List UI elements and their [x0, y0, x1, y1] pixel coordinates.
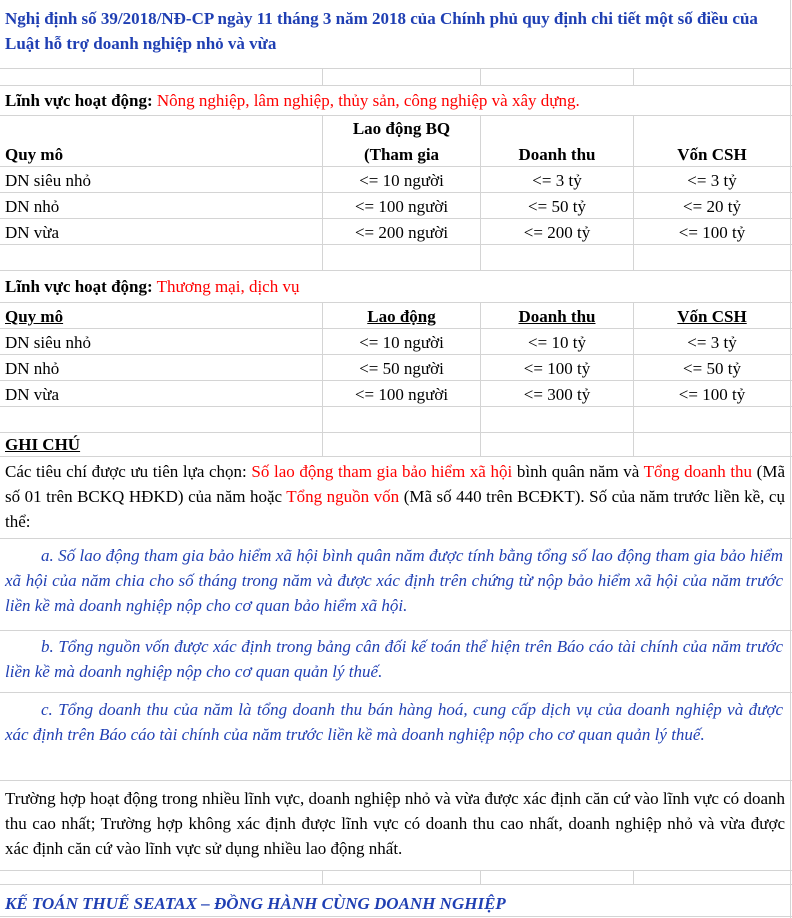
notes-intro-highlight: Tổng doanh thu	[643, 462, 753, 481]
table2-cell-labor: <= 100 người	[354, 385, 449, 404]
note-item-a: a. Số lao động tham gia bảo hiểm xã hội bình quân năm được tính bằng tổng số lao động tham gia bảo hiểm xã hội của năm chia cho số tháng trong năm và được xác định trên chứng từ nộp bảo hiểm xã hội của năm trước liền kề mà doanh nghiệp nộp cho cơ quan bảo hiểm xã hội.	[5, 546, 783, 615]
notes-intro-text: bình quân năm và	[512, 462, 644, 481]
table1-cell-scale: DN siêu nhỏ	[5, 171, 91, 190]
document-title: Nghị định số 39/2018/NĐ-CP ngày 11 tháng 3 năm 2018 của Chính phủ quy định chi tiết một số điều của Luật hỗ trợ doanh nghiệp nhỏ và vừa	[5, 9, 758, 53]
grid-line	[0, 270, 792, 271]
section1-header-revenue: Doanh thu	[518, 145, 596, 164]
table2-cell-revenue: <= 100 tỷ	[523, 359, 591, 378]
grid-line	[0, 780, 792, 781]
grid-line	[0, 456, 792, 457]
table2-cell-labor: <= 50 người	[359, 359, 444, 378]
grid-line	[0, 354, 792, 355]
notes-intro	[5, 459, 785, 534]
grid-line	[0, 538, 792, 539]
note-item-c: c. Tổng doanh thu của năm là tổng doanh thu bán hàng hoá, cung cấp dịch vụ của doanh nghiệp và được xác định trên Báo cáo tài chính của năm trước liền kề mà doanh nghiệp nộp cho cơ quan quản lý thuế.	[5, 700, 783, 744]
section2-header-equity: Vốn CSH	[677, 307, 747, 326]
table1-cell-equity: <= 3 tỷ	[687, 171, 737, 190]
table2-cell-equity: <= 50 tỷ	[683, 359, 741, 378]
grid-line	[633, 870, 634, 884]
grid-line	[633, 115, 634, 270]
grid-line	[322, 870, 323, 884]
table1-cell-labor: <= 100 người	[354, 197, 449, 216]
table2-cell-scale: DN vừa	[5, 385, 60, 404]
notes-intro-text: Các tiêu chí được ưu tiên lựa chọn:	[5, 462, 252, 481]
section1-header-scale: Quy mô	[5, 145, 64, 164]
grid-line	[0, 115, 792, 116]
table2-cell-equity: <= 100 tỷ	[678, 385, 746, 404]
section2-header-revenue: Doanh thu	[518, 307, 596, 326]
grid-line	[0, 432, 792, 433]
notes-intro-text: (Mã số 01 trên BCKQ HĐKD) của năm hoặc	[5, 462, 785, 506]
grid-line	[0, 870, 792, 871]
grid-line	[0, 85, 792, 86]
table1-cell-equity: <= 20 tỷ	[683, 197, 741, 216]
footer-slogan: KẾ TOÁN THUẾ SEATAX – ĐỒNG HÀNH CÙNG DOANH NGHIỆP	[5, 894, 506, 913]
section1-header-equity: Vốn CSH	[677, 145, 747, 164]
section2-label: Lĩnh vực hoạt động:	[5, 277, 153, 296]
grid-line	[0, 328, 792, 329]
table1-cell-revenue: <= 3 tỷ	[532, 171, 582, 190]
table1-cell-equity: <= 100 tỷ	[678, 223, 746, 242]
grid-line	[633, 68, 634, 85]
notes-intro-highlight: Số lao động tham gia bảo hiểm xã hội	[251, 462, 513, 481]
section2-header-labor: Lao động	[367, 307, 436, 326]
grid-line	[322, 68, 323, 85]
section1-field-row	[5, 91, 580, 111]
table2-cell-revenue: <= 300 tỷ	[523, 385, 591, 404]
table2-cell-labor: <= 10 người	[359, 333, 444, 352]
notes-intro-highlight: Tổng nguồn vốn	[286, 487, 400, 506]
grid-line	[0, 380, 792, 381]
grid-line	[0, 692, 792, 693]
table2-cell-equity: <= 3 tỷ	[687, 333, 737, 352]
table2-cell-scale: DN nhỏ	[5, 359, 60, 378]
grid-line	[0, 218, 792, 219]
table1-cell-revenue: <= 50 tỷ	[528, 197, 586, 216]
grid-line	[0, 406, 792, 407]
grid-line	[0, 244, 792, 245]
table1-cell-scale: DN vừa	[5, 223, 60, 242]
section2-value: Thương mại, dịch vụ	[156, 277, 300, 296]
grid-line	[480, 870, 481, 884]
table2-cell-scale: DN siêu nhỏ	[5, 333, 91, 352]
section2-field-row	[5, 277, 299, 297]
grid-line	[0, 916, 792, 917]
grid-line	[0, 166, 792, 167]
notes-heading: GHI CHÚ	[5, 435, 81, 454]
notes-rule: Trường hợp hoạt động trong nhiều lĩnh vực, doanh nghiệp nhỏ và vừa được xác định căn cứ vào lĩnh vực có doanh thu cao nhất; Trường hợp không xác định được lĩnh vực có doanh thu cao nhất, doanh nghiệp nhỏ và vừa được xác định căn cứ vào lĩnh vực sử dụng nhiều lao động nhất.	[5, 789, 785, 858]
grid-line	[480, 68, 481, 85]
table2-cell-revenue: <= 10 tỷ	[528, 333, 586, 352]
table1-cell-revenue: <= 200 tỷ	[523, 223, 591, 242]
grid-line	[0, 192, 792, 193]
section1-header-labor-line1: Lao động BQ	[352, 119, 451, 138]
note-item-b: b. Tổng nguồn vốn được xác định trong bảng cân đối kế toán thể hiện trên Báo cáo tài chính của năm trước liền kề mà doanh nghiệp nộp cho cơ quan quản lý thuế.	[5, 637, 783, 681]
table1-cell-labor: <= 10 người	[359, 171, 444, 190]
section1-value: Nông nghiệp, lâm nghiệp, thủy sản, công nghiệp và xây dựng.	[156, 91, 580, 110]
table1-cell-scale: DN nhỏ	[5, 197, 60, 216]
notes-intro-text: (Mã số 440 trên BCĐKT). Số của năm trước liền kề, cụ thể:	[5, 487, 785, 531]
grid-line	[480, 115, 481, 270]
grid-line	[0, 68, 792, 69]
grid-line	[0, 630, 792, 631]
grid-line	[790, 0, 791, 918]
section2-header-scale: Quy mô	[5, 307, 64, 326]
section1-label: Lĩnh vực hoạt động:	[5, 91, 153, 110]
grid-line	[0, 302, 792, 303]
section1-header-labor-line2: (Tham gia	[363, 145, 440, 164]
table1-cell-labor: <= 200 người	[354, 223, 449, 242]
grid-line	[0, 884, 792, 885]
